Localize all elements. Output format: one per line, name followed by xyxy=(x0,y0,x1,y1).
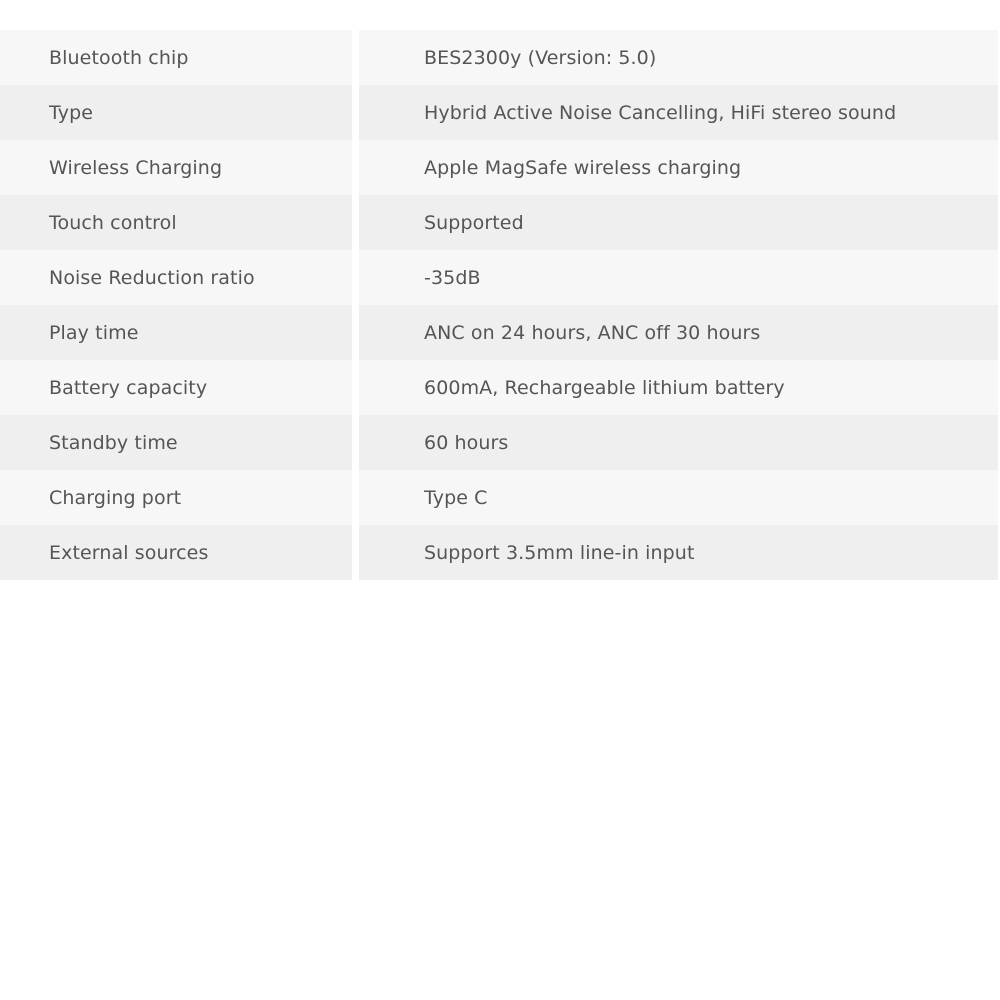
spec-label: Type xyxy=(0,85,352,140)
spec-label: Battery capacity xyxy=(0,360,352,415)
spec-value: Hybrid Active Noise Cancelling, HiFi stereo sound xyxy=(359,85,998,140)
spec-row-charging-port xyxy=(0,470,998,525)
spec-label: Charging port xyxy=(0,470,352,525)
column-divider xyxy=(352,360,359,415)
spec-row-standby-time xyxy=(0,415,998,470)
spec-label: Play time xyxy=(0,305,352,360)
column-divider xyxy=(352,140,359,195)
spec-row-battery-capacity xyxy=(0,360,998,415)
spec-row-wireless-charging xyxy=(0,140,998,195)
spec-label: Standby time xyxy=(0,415,352,470)
spec-value: ANC on 24 hours, ANC off 30 hours xyxy=(359,305,998,360)
spec-value: Type C xyxy=(359,470,998,525)
spec-label: Bluetooth chip xyxy=(0,30,352,85)
column-divider xyxy=(352,470,359,525)
spec-value: Apple MagSafe wireless charging xyxy=(359,140,998,195)
spec-value: Support 3.5mm line-in input xyxy=(359,525,998,580)
spec-label: External sources xyxy=(0,525,352,580)
spec-label: Wireless Charging xyxy=(0,140,352,195)
spec-row-type xyxy=(0,85,998,140)
column-divider xyxy=(352,30,359,85)
spec-row-external-sources xyxy=(0,525,998,580)
column-divider xyxy=(352,415,359,470)
spec-label: Noise Reduction ratio xyxy=(0,250,352,305)
spec-value: -35dB xyxy=(359,250,998,305)
spec-value: BES2300y (Version: 5.0) xyxy=(359,30,998,85)
column-divider xyxy=(352,525,359,580)
spec-value: Supported xyxy=(359,195,998,250)
spec-row-noise-reduction-ratio xyxy=(0,250,998,305)
column-divider xyxy=(352,305,359,360)
spec-value: 600mA, Rechargeable lithium battery xyxy=(359,360,998,415)
column-divider xyxy=(352,195,359,250)
spec-row-bluetooth-chip xyxy=(0,30,998,85)
spec-table xyxy=(0,30,998,580)
spec-row-touch-control xyxy=(0,195,998,250)
column-divider xyxy=(352,85,359,140)
spec-value: 60 hours xyxy=(359,415,998,470)
column-divider xyxy=(352,250,359,305)
spec-row-play-time xyxy=(0,305,998,360)
spec-label: Touch control xyxy=(0,195,352,250)
